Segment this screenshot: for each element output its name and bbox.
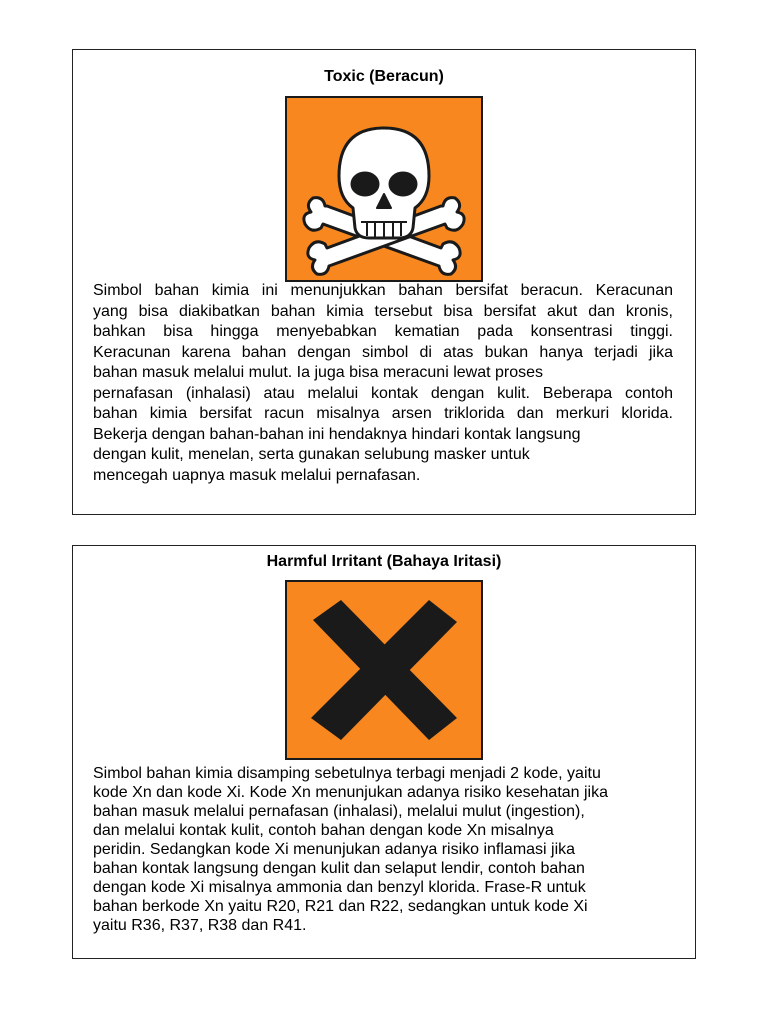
text-line: dengan kulit, menelan, serta gunakan selubung masker untuk — [93, 446, 530, 463]
text-line: bahan kimia bersifat racun misalnya arsen triklorida dan merkuri klorida. — [93, 405, 673, 422]
irritant-description — [93, 764, 673, 935]
text-line: bahan masuk melalui mulut. Ia juga bisa meracuni lewat proses — [93, 364, 544, 381]
text-line: yang bisa diakibatkan bahan kimia tersebut bisa bersifat akut dan kronis, — [93, 302, 673, 320]
text-line: Simbol bahan kimia disamping sebetulnya terbagi menjadi 2 kode, yaitu — [93, 765, 601, 782]
cross-x-icon — [285, 580, 483, 760]
text-line: peridin. Sedangkan kode Xi menunjukan adanya risiko inflamasi jika — [93, 841, 576, 858]
text-line: mencegah uapnya masuk melalui pernafasan. — [93, 466, 421, 484]
toxic-description — [93, 281, 673, 486]
toxic-title: Toxic (Beracun) — [324, 68, 444, 85]
text-line: yaitu R36, R37, R38 dan R41. — [93, 917, 307, 934]
text-line: bahan berkode Xn yaitu R20, R21 dan R22, sedangkan untuk kode Xi — [93, 898, 588, 915]
text-line: kode Xn dan kode Xi. Kode Xn menunjukan adanya risiko kesehatan jika — [93, 784, 609, 801]
text-line: Bekerja dengan bahan-bahan ini hendaknya hindari kontak langsung — [93, 425, 581, 443]
text-line: bahkan bisa hingga menyebabkan kematian pada konsentrasi tinggi. — [93, 323, 673, 340]
text-line: Simbol bahan kimia ini menunjukkan bahan bersifat beracun. Keracunan — [93, 282, 673, 299]
text-line: bahan kontak langsung dengan kulit dan selaput lendir, contoh bahan — [93, 860, 585, 877]
text-line: Keracunan karena bahan dengan simbol di atas bukan hanya terjadi jika — [93, 343, 673, 361]
skull-crossbones-icon — [285, 96, 483, 282]
text-line: pernafasan (inhalasi) atau melalui kontak dengan kulit. Beberapa contoh — [93, 384, 673, 402]
irritant-title: Harmful Irritant (Bahaya Iritasi) — [266, 553, 502, 570]
text-line: dengan kode Xi misalnya ammonia dan benzyl klorida. Frase-R untuk — [93, 879, 586, 896]
irritant-card — [72, 545, 696, 959]
toxic-card — [72, 49, 696, 515]
text-line: dan melalui kontak kulit, contoh bahan dengan kode Xn misalnya — [93, 822, 554, 839]
text-line: bahan masuk melalui pernafasan (inhalasi), melalui mulut (ingestion), — [93, 803, 585, 820]
